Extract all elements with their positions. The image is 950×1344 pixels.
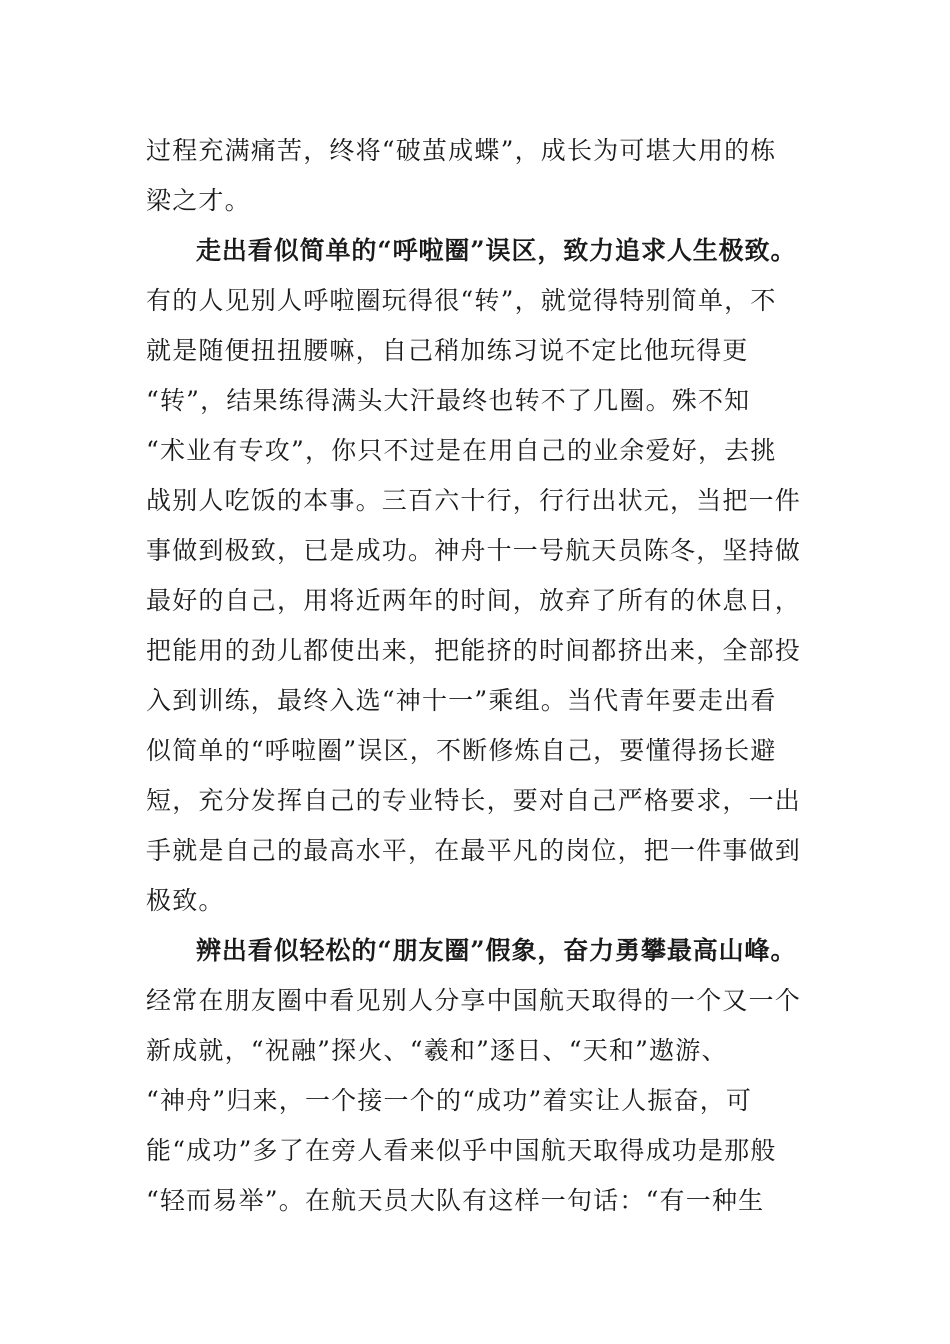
text-line: 有的人见别人呼啦圈玩得很“转”，就觉得特别简单，不	[146, 286, 777, 315]
text-line: 能“成功”多了在旁人看来似乎中国航天取得成功是那般	[146, 1136, 777, 1165]
text-line: 事做到极致，已是成功。神舟十一号航天员陈冬，坚持做	[146, 536, 802, 565]
text-line: “轻而易举”。在航天员大队有这样一句话：“有一种生	[146, 1186, 765, 1215]
text-line: 入到训练，最终入选“神十一”乘组。当代青年要走出看	[146, 686, 777, 715]
text-line: 梁之才。	[146, 186, 251, 215]
text-line: 把能用的劲儿都使出来，把能挤的时间都挤出来，全部投	[146, 636, 802, 665]
text-line: 战别人吃饭的本事。三百六十行，行行出状元，当把一件	[146, 486, 802, 515]
text-line: “转”，结果练得满头大汗最终也转不了几圈。殊不知	[146, 386, 751, 415]
text-line: 新成就，“祝融”探火、“羲和”逐日、“天和”遨游、	[146, 1036, 728, 1065]
text-line: 极致。	[146, 886, 225, 915]
text-line: 短，充分发挥自己的专业特长，要对自己严格要求，一出	[146, 786, 802, 815]
text-line: 手就是自己的最高水平，在最平凡的岗位，把一件事做到	[146, 836, 802, 865]
text-line: 最好的自己，用将近两年的时间，放弃了所有的休息日，	[146, 586, 802, 615]
section-heading: 辨出看似轻松的“朋友圈”假象，奋力勇攀最高山峰。	[196, 936, 797, 965]
text-line: 似简单的“呼啦圈”误区，不断修炼自己，要懂得扬长避	[146, 736, 777, 765]
text-line: 过程充满痛苦，终将“破茧成蝶”，成长为可堪大用的栋	[146, 136, 777, 165]
text-line: 经常在朋友圈中看见别人分享中国航天取得的一个又一个	[146, 986, 802, 1015]
text-line: “神舟”归来，一个接一个的“成功”着实让人振奋，可	[146, 1086, 753, 1115]
section-heading: 走出看似简单的“呼啦圈”误区，致力追求人生极致。	[196, 236, 797, 265]
text-line: 就是随便扭扭腰嘛，自己稍加练习说不定比他玩得更	[146, 336, 749, 365]
text-line: “术业有专攻”，你只不过是在用自己的业余爱好，去挑	[146, 436, 777, 465]
